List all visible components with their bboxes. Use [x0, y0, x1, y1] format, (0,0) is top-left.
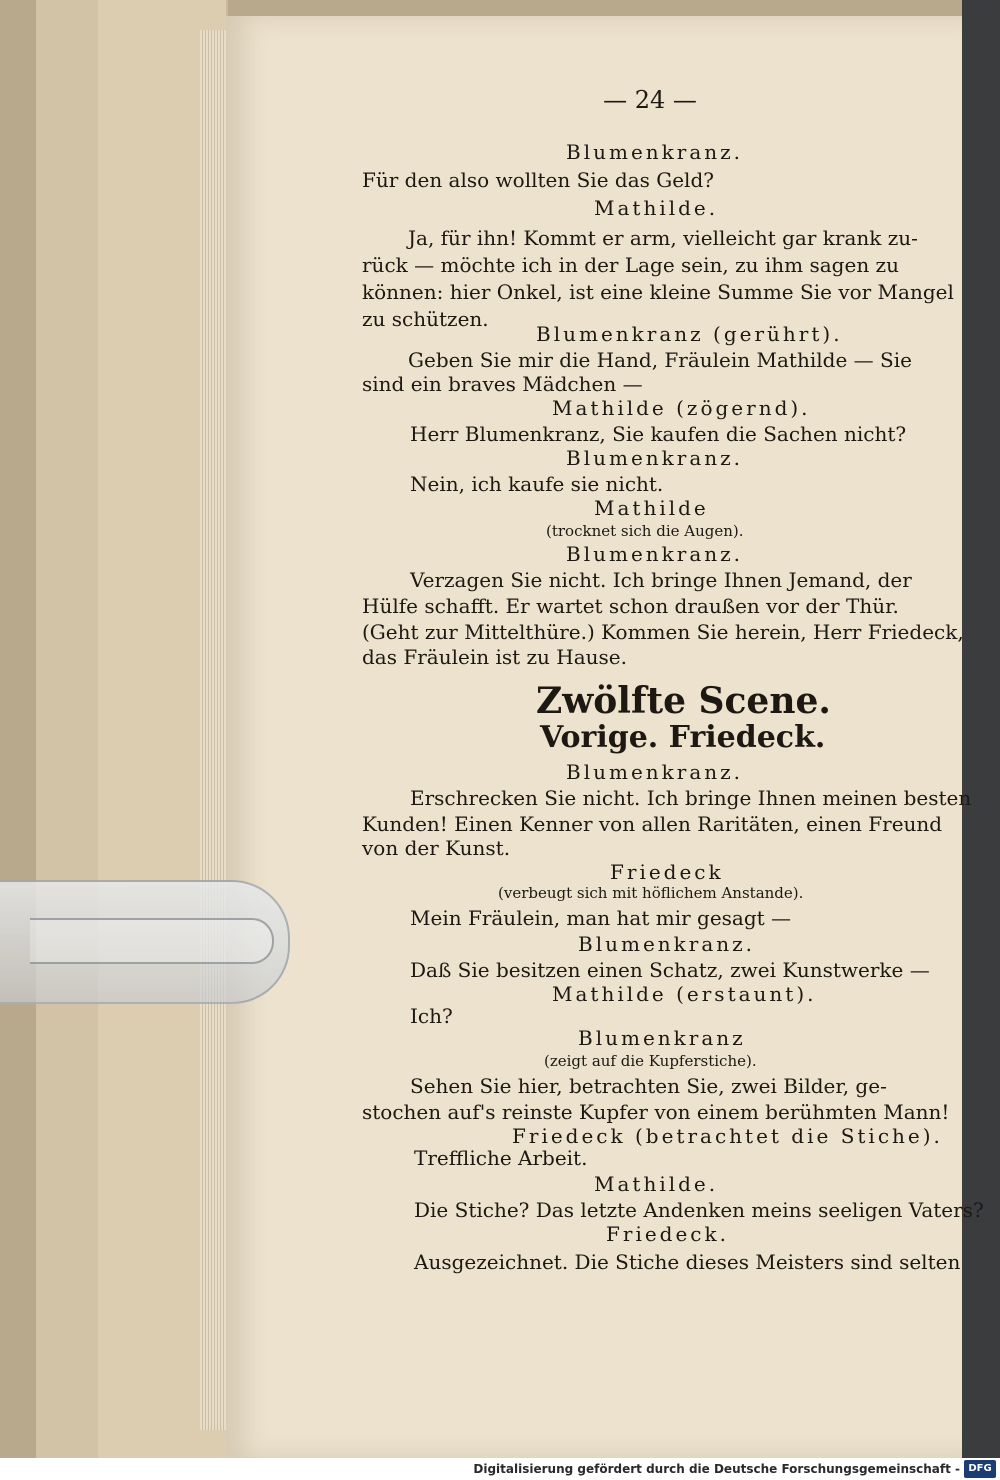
text-line: Ja, für ihn! Kommt er arm, vielleicht gar krank zu-	[408, 226, 918, 250]
text-line: von der Kunst.	[362, 836, 511, 860]
text-line: sind ein braves Mädchen —	[362, 372, 643, 396]
speaker-line: Mathilde.	[594, 1172, 719, 1196]
text-line: Geben Sie mir die Hand, Fräulein Mathilde — Sie	[408, 348, 912, 372]
text-line: Verzagen Sie nicht. Ich bringe Ihnen Jemand, der	[410, 568, 912, 592]
page-stack-edge	[200, 30, 226, 1430]
text-line: Sehen Sie hier, betrachten Sie, zwei Bilder, ge-	[410, 1074, 887, 1098]
stage-direction: (trocknet sich die Augen).	[546, 522, 744, 540]
book-cover-edge	[36, 0, 107, 1458]
speaker-line: Friedeck (betrachtet die Stiche).	[512, 1124, 943, 1148]
text-line: Treffliche Arbeit.	[414, 1146, 588, 1170]
speaker-line: Friedeck	[610, 860, 724, 884]
speaker-line: Mathilde.	[594, 196, 719, 220]
text-line: (Geht zur Mittelthüre.) Kommen Sie herein, Herr Friedeck,	[362, 620, 964, 644]
text-line: können: hier Onkel, ist eine kleine Summe Sie vor Mangel	[362, 280, 954, 304]
text-line: stochen auf's reinste Kupfer von einem berühmten Mann!	[362, 1100, 950, 1124]
speaker-line: Blumenkranz	[578, 1026, 746, 1050]
speaker-line: Blumenkranz.	[578, 932, 756, 956]
text-line: Ausgezeichnet. Die Stiche dieses Meisters sind selten	[414, 1250, 961, 1274]
text-line: zu schützen.	[362, 307, 489, 331]
footer-credit: Digitalisierung gefördert durch die Deutsche Forschungsgemeinschaft -	[473, 1462, 960, 1476]
speaker-line: Blumenkranz.	[566, 760, 744, 784]
text-line: Mein Fräulein, man hat mir gesagt —	[410, 906, 792, 930]
dfg-logo: DFG	[964, 1460, 996, 1478]
stage-direction: (verbeugt sich mit höflichem Anstande).	[498, 884, 804, 902]
page-holder-clip-slot	[30, 918, 274, 964]
speaker-line: Blumenkranz.	[566, 542, 744, 566]
speaker-line: Blumenkranz.	[566, 446, 744, 470]
text-line: Die Stiche? Das letzte Andenken meins seeligen Vaters?	[414, 1198, 984, 1222]
speaker-line: Mathilde (zögernd).	[552, 396, 811, 420]
speaker-line: Mathilde	[594, 496, 709, 520]
text-line: Für den also wollten Sie das Geld?	[362, 168, 714, 192]
text-line: Hülfe schafft. Er wartet schon draußen vor der Thür.	[362, 594, 899, 618]
scene-heading: Zwölfte Scene.	[536, 680, 831, 722]
text-line: Ich?	[410, 1004, 453, 1028]
text-line: Kunden! Einen Kenner von allen Raritäten, einen Freund	[362, 812, 943, 836]
speaker-line: Mathilde (erstaunt).	[552, 982, 817, 1006]
text-line: Herr Blumenkranz, Sie kaufen die Sachen nicht?	[410, 422, 907, 446]
speaker-line: Blumenkranz (gerührt).	[536, 322, 843, 346]
text-line: das Fräulein ist zu Hause.	[362, 645, 627, 669]
page-number: — 24 —	[603, 86, 697, 114]
stage-direction: (zeigt auf die Kupferstiche).	[544, 1052, 757, 1070]
scene-characters: Vorige. Friedeck.	[540, 720, 826, 755]
text-line: Daß Sie besitzen einen Schatz, zwei Kunstwerke —	[410, 958, 930, 982]
text-line: Erschrecken Sie nicht. Ich bringe Ihnen meinen besten	[410, 786, 972, 810]
speaker-line: Friedeck.	[606, 1222, 729, 1246]
text-line: rück — möchte ich in der Lage sein, zu ihm sagen zu	[362, 253, 899, 277]
scan-right-border	[962, 0, 1000, 1458]
text-line: Nein, ich kaufe sie nicht.	[410, 472, 664, 496]
speaker-line: Blumenkranz.	[566, 140, 744, 164]
